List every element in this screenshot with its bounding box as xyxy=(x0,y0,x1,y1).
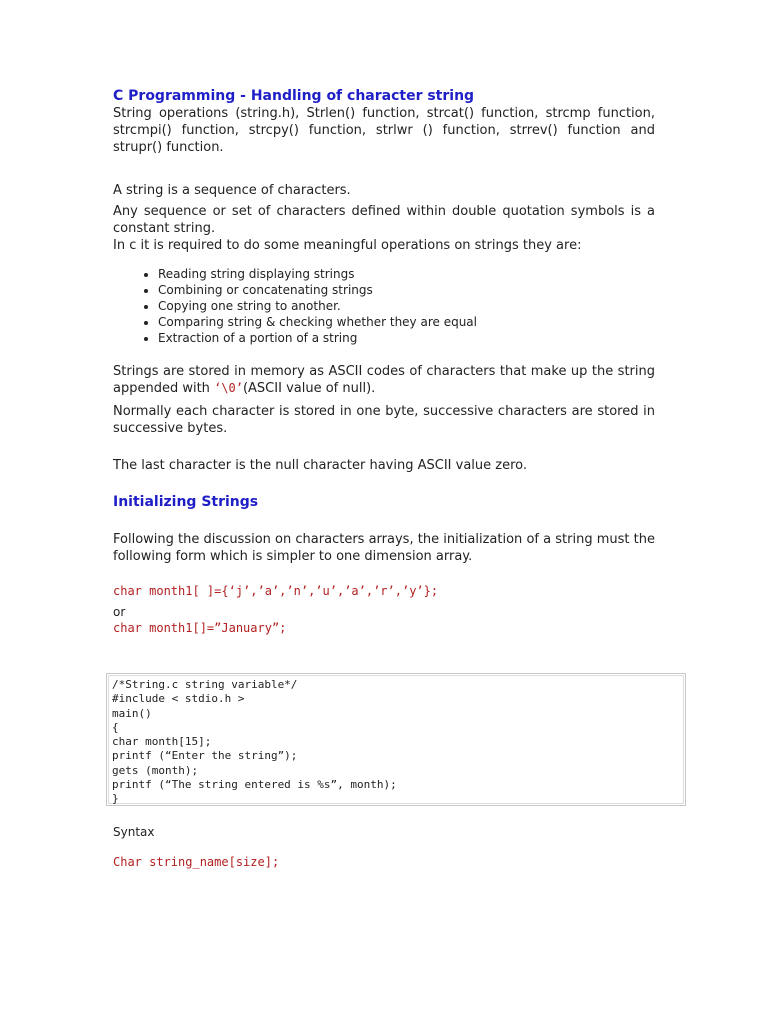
null-char-paragraph: The last character is the null character having ASCII value zero. xyxy=(113,458,528,473)
document-body xyxy=(113,88,655,637)
code-line: { xyxy=(112,720,119,734)
operations-list xyxy=(113,266,655,346)
list-item: • Comparing string & checking whether they are equal xyxy=(158,314,655,330)
ascii-text-before: Strings are stored in memory as ASCII codes of characters that make up the string appended with xyxy=(113,364,655,396)
code-line: main() xyxy=(112,706,152,720)
section-heading: Initializing Strings xyxy=(113,494,259,510)
list-item: • Reading string displaying strings xyxy=(158,266,655,282)
page-title: C Programming - Handling of character string xyxy=(113,88,475,104)
code-example-literal: char month1[]=”January”; xyxy=(113,621,287,635)
ascii-storage-paragraph xyxy=(113,363,655,397)
code-line: #include < stdio.h > xyxy=(112,692,245,706)
or-label: or xyxy=(113,605,126,619)
code-line: char month[15]; xyxy=(112,735,212,749)
constant-string-paragraph: Any sequence or set of characters defined within double quotation symbols is a constant string. xyxy=(113,204,655,236)
list-item: • Combining or concatenating strings xyxy=(158,282,655,298)
code-example-array: char month1[ ]={‘j’,’a’,’n’,’u’,’a’,’r’,’y’}; xyxy=(113,584,439,598)
ascii-text-after: (ASCII value of null). xyxy=(242,381,376,396)
code-line: /*String.c string variable*/ xyxy=(112,678,298,691)
operations-intro: In c it is required to do some meaningful operations on strings they are: xyxy=(113,238,582,253)
code-line: printf (“Enter the string”); xyxy=(112,749,298,763)
initialization-paragraph: Following the discussion on characters arrays, the initialization of a string must the following form which is simpler to one dimension array. xyxy=(113,532,655,564)
list-item: • Extraction of a portion of a string xyxy=(158,330,655,346)
syntax-code: Char string_name[size]; xyxy=(113,855,280,869)
code-line: printf (“The string entered is %s”, month); xyxy=(112,778,397,792)
code-line: gets (month); xyxy=(112,763,199,777)
null-char-code: ‘\0’ xyxy=(214,381,243,395)
syntax-label: Syntax xyxy=(113,825,155,839)
code-line: } xyxy=(112,792,119,806)
byte-storage-paragraph: Normally each character is stored in one byte, successive characters are stored in successive bytes. xyxy=(113,404,655,436)
code-listing-inner xyxy=(108,675,684,804)
list-item: • Copying one string to another. xyxy=(158,298,655,314)
intro-paragraph: String operations (string.h), Strlen() function, strcat() function, strcmp function, strcmpi() function, strcpy() function, strlwr () function, strrev() function and strupr() function. xyxy=(113,106,655,155)
string-definition: A string is a sequence of characters. xyxy=(113,183,351,198)
code-listing-box xyxy=(106,673,686,806)
